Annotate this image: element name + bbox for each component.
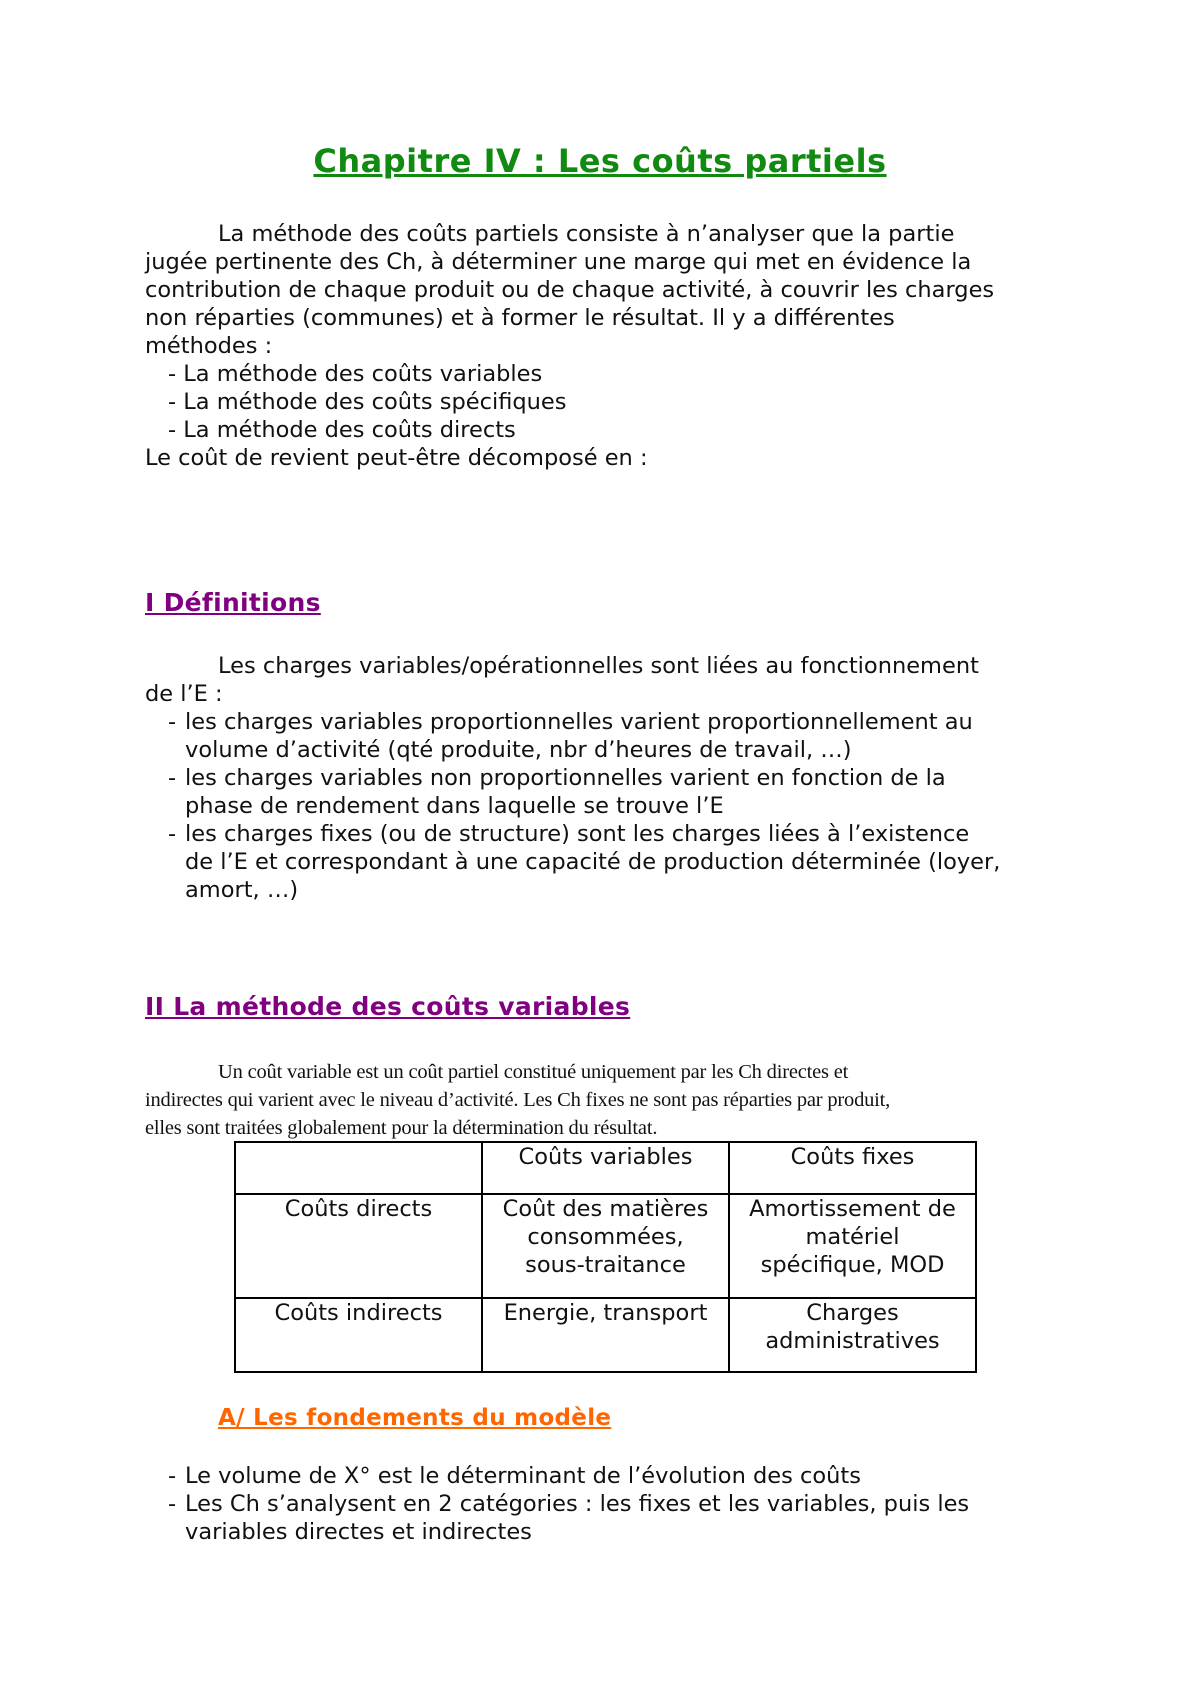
- table-header-cell: [235, 1142, 482, 1194]
- table-cell: Coût des matières consommées, sous-traitance: [482, 1194, 729, 1298]
- foundations-bullet-2-line-2: variables directes et indirectes: [185, 1519, 532, 1545]
- foundations-bullet-1-line-1: Le volume de X° est le déterminant de l’évolution des coûts: [185, 1463, 861, 1489]
- variable-costs-line-2: indirectes qui varient avec le niveau d’activité. Les Ch fixes ne sont pas réparties par produit,: [145, 1089, 891, 1111]
- variable-costs-line-1: Un coût variable est un coût partiel constitué uniquement par les Ch directes et: [218, 1061, 849, 1083]
- section-heading-definitions: I Définitions: [145, 588, 321, 617]
- intro-bullet-3: - La méthode des coûts directs: [168, 417, 516, 443]
- foundations-bullet-2-line-1: Les Ch s’analysent en 2 catégories : les fixes et les variables, puis les: [185, 1491, 970, 1517]
- foundations-bullet-2-dash: -: [168, 1491, 177, 1517]
- table-cell: Coûts directs: [235, 1194, 482, 1298]
- intro-bullet-2: - La méthode des coûts spécifiques: [168, 389, 567, 415]
- definitions-bullet-1-line-1: les charges variables proportionnelles varient proportionnellement au: [185, 709, 973, 735]
- variable-costs-line-3: elles sont traitées globalement pour la détermination du résultat.: [145, 1117, 658, 1139]
- table-row: [235, 1298, 976, 1372]
- intro-line-4: non réparties (communes) et à former le résultat. Il y a différentes: [145, 305, 895, 331]
- table-cell: Coûts indirects: [235, 1298, 482, 1372]
- definitions-bullet-3-dash: -: [168, 821, 177, 847]
- definitions-bullet-3-line-1: les charges fixes (ou de structure) sont les charges liées à l’existence: [185, 821, 970, 847]
- table-header-cell: Coûts fixes: [729, 1142, 976, 1194]
- definitions-bullet-2-line-1: les charges variables non proportionnelles varient en fonction de la: [185, 765, 946, 791]
- definitions-bullet-1-dash: -: [168, 709, 177, 735]
- definitions-line-2: de l’E :: [145, 681, 223, 707]
- table-cell: Charges administratives: [729, 1298, 976, 1372]
- intro-closing: Le coût de revient peut-être décomposé en :: [145, 445, 648, 471]
- table-cell: Energie, transport: [482, 1298, 729, 1372]
- subsection-heading-foundations: A/ Les fondements du modèle: [218, 1405, 612, 1431]
- intro-line-1: La méthode des coûts partiels consiste à n’analyser que la partie: [218, 221, 955, 247]
- definitions-line-1: Les charges variables/opérationnelles sont liées au fonctionnement: [218, 653, 979, 679]
- definitions-bullet-1-line-2: volume d’activité (qté produite, nbr d’heures de travail, …): [185, 737, 852, 763]
- intro-line-2: jugée pertinente des Ch, à déterminer une marge qui met en évidence la: [145, 249, 972, 275]
- definitions-bullet-3-line-3: amort, …): [185, 877, 299, 903]
- table-row: [235, 1194, 976, 1298]
- intro-line-3: contribution de chaque produit ou de chaque activité, à couvrir les charges: [145, 277, 995, 303]
- table-header-row: [235, 1142, 976, 1194]
- definitions-bullet-3-line-2: de l’E et correspondant à une capacité de production déterminée (loyer,: [185, 849, 1001, 875]
- foundations-bullet-1-dash: -: [168, 1463, 177, 1489]
- section-heading-variable-costs: II La méthode des coûts variables: [145, 992, 631, 1021]
- intro-bullet-1: - La méthode des coûts variables: [168, 361, 543, 387]
- table-cell: Amortissement de matériel spécifique, MOD: [729, 1194, 976, 1298]
- definitions-bullet-2-line-2: phase de rendement dans laquelle se trouve l’E: [185, 793, 724, 819]
- table-header-cell: Coûts variables: [482, 1142, 729, 1194]
- intro-line-5: méthodes :: [145, 333, 273, 359]
- page-title: Chapitre IV : Les coûts partiels: [313, 142, 887, 180]
- definitions-bullet-2-dash: -: [168, 765, 177, 791]
- cost-table: [234, 1141, 977, 1373]
